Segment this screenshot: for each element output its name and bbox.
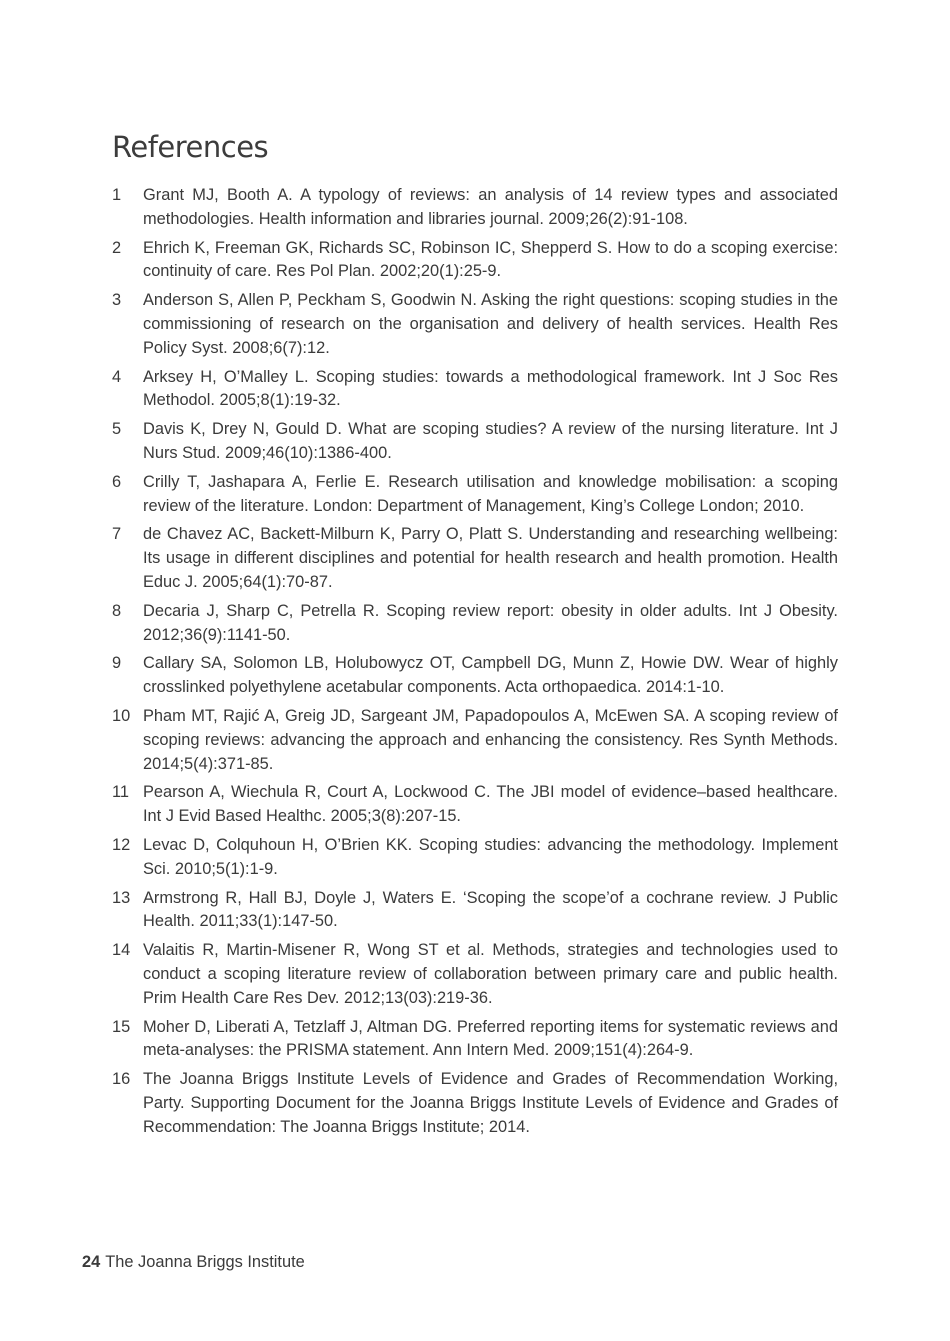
reference-number: 16: [112, 1070, 131, 1089]
reference-text: Anderson S, Allen P, Peckham S, Goodwin N. Asking the right questions: scoping studies in the commissioning of research on the organisation and delivery of health services. Health Res Policy Syst. 2008;6(7):12.: [143, 291, 838, 357]
reference-text: Armstrong R, Hall BJ, Doyle J, Waters E. ‘Scoping the scope’of a cochrane review. J Public Health. 2011;33(1):147-50.: [143, 888, 838, 931]
reference-text: Valaitis R, Martin-Misener R, Wong ST et al. Methods, strategies and technologies used to conduct a scoping literature review of collaboration between primary care and public health. Prim Health Care Res Dev. 2012;13(03):219-36.: [143, 941, 838, 1007]
reference-text: Crilly T, Jashapara A, Ferlie E. Research utilisation and knowledge mobilisation: a scoping review of the literature. London: Department of Management, King’s College London; 2010.: [143, 472, 838, 515]
reference-number: 14: [112, 941, 131, 960]
reference-number: 7: [112, 525, 122, 544]
reference-number: 9: [112, 654, 122, 673]
reference-text: Ehrich K, Freeman GK, Richards SC, Robinson IC, Shepperd S. How to do a scoping exercise: continuity of care. Res Pol Plan. 2002;20(1):25-9.: [143, 238, 838, 281]
reference-item: [112, 834, 838, 882]
reference-item: [112, 523, 838, 594]
reference-number: 10: [112, 706, 131, 725]
reference-text: Grant MJ, Booth A. A typology of reviews: an analysis of 14 review types and associated methodologies. Health information and libraries journal. 2009;26(2):91-108.: [143, 186, 838, 228]
reference-number: 1: [112, 186, 122, 204]
reference-list: [112, 184, 838, 1144]
reference-item: [112, 184, 838, 232]
reference-item: [112, 939, 838, 1010]
reference-number: 2: [112, 238, 122, 257]
reference-item: [112, 705, 838, 776]
reference-text: Decaria J, Sharp C, Petrella R. Scoping review report: obesity in older adults. Int J Obesity. 2012;36(9):1141-50.: [143, 601, 838, 644]
reference-number: 4: [112, 367, 122, 386]
reference-item: [112, 781, 838, 829]
footer-publisher: The Joanna Briggs Institute: [105, 1253, 305, 1271]
reference-number: 8: [112, 601, 122, 620]
reference-text: Moher D, Liberati A, Tetzlaff J, Altman DG. Preferred reporting items for systematic reviews and meta-analyses: the PRISMA statement. Ann Intern Med. 2009;151(4):264-9.: [143, 1017, 838, 1060]
reference-number: 15: [112, 1017, 131, 1036]
reference-text: Levac D, Colquhoun H, O’Brien KK. Scoping studies: advancing the methodology. Implement Sci. 2010;5(1):1-9.: [143, 835, 838, 878]
reference-text: Arksey H, O’Malley L. Scoping studies: towards a methodological framework. Int J Soc Res Methodol. 2005;8(1):19-32.: [143, 367, 838, 410]
reference-text: de Chavez AC, Backett-Milburn K, Parry O, Platt S. Understanding and researching wellbeing: Its usage in different disciplines and potential for health research and health promotion. Health Educ J. 2005;64(1):70-87.: [143, 525, 838, 591]
reference-text: Callary SA, Solomon LB, Holubowycz OT, Campbell DG, Munn Z, Howie DW. Wear of highly crosslinked polyethylene acetabular components. Acta orthopaedica. 2014:1-10.: [143, 654, 838, 697]
reference-text: Pearson A, Wiechula R, Court A, Lockwood C. The JBI model of evidence–based healthcare. Int J Evid Based Healthc. 2005;3(8):207-15.: [143, 783, 838, 826]
reference-item: [112, 652, 838, 700]
reference-item: [112, 471, 838, 519]
reference-number: 6: [112, 472, 122, 491]
page-footer: [82, 1251, 305, 1273]
reference-item: [112, 289, 838, 360]
reference-number: 11: [112, 783, 130, 802]
reference-number: 5: [112, 420, 122, 439]
reference-number: 12: [112, 835, 131, 854]
reference-item: [112, 1068, 838, 1139]
reference-item: [112, 366, 838, 414]
reference-item: [112, 237, 838, 285]
reference-text: The Joanna Briggs Institute Levels of Evidence and Grades of Recommendation Working, Party. Supporting Document for the Joanna Briggs Institute Levels of Evidence and Grades of Recommendation: The Joanna Briggs Institute; 2014.: [143, 1070, 838, 1136]
reference-item: [112, 887, 838, 935]
reference-number: 13: [112, 888, 131, 907]
reference-text: Pham MT, Rajić A, Greig JD, Sargeant JM, Papadopoulos A, McEwen SA. A scoping review of scoping reviews: advancing the approach and enhancing the consistency. Res Synth Methods. 2014;5(4):371-85.: [143, 706, 838, 773]
reference-item: [112, 1016, 838, 1064]
reference-item: [112, 600, 838, 648]
page-number: 24: [82, 1253, 101, 1271]
reference-item: [112, 418, 838, 466]
page-title: References: [112, 130, 269, 164]
reference-text: Davis K, Drey N, Gould D. What are scoping studies? A review of the nursing literature. Int J Nurs Stud. 2009;46(10):1386-400.: [143, 420, 838, 462]
reference-number: 3: [112, 291, 122, 310]
